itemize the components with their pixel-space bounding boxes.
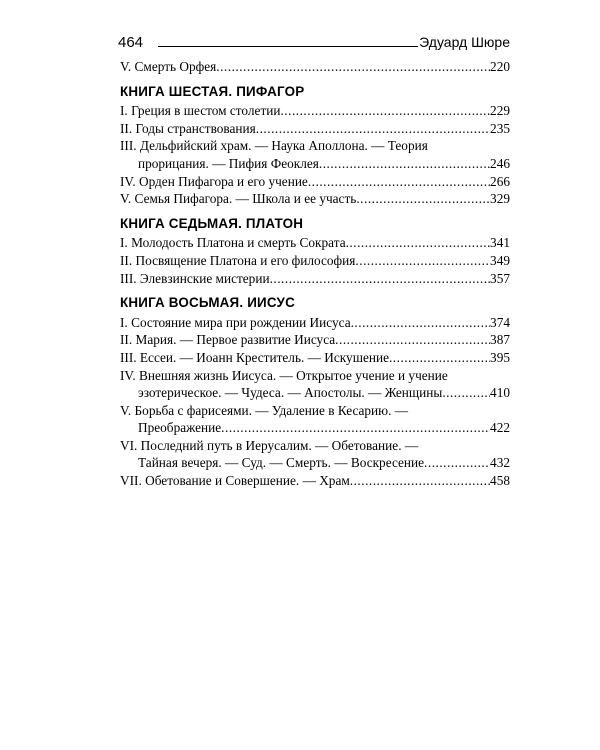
dot-leader (424, 454, 490, 472)
toc-entry-title: IV. Орден Пифагора и его учение (120, 173, 308, 189)
toc-entry-page: 387 (490, 332, 510, 348)
toc-entry-title: III. Ессеи. — Иоанн Креститель. — Искушение (120, 349, 389, 365)
toc-entry-title-line1: III. Дельфийский храм. — Наука Аполлона. — Теория (120, 138, 428, 154)
toc-entry-page: 349 (490, 252, 510, 268)
running-header (118, 34, 510, 56)
dot-leader (280, 102, 490, 120)
toc-entry-title: I. Молодость Платона и смерть Сократа (120, 235, 346, 251)
toc-entry (120, 454, 510, 472)
page-number: 464 (118, 34, 144, 51)
dot-leader (355, 252, 490, 270)
toc-entry-title: Преображение (138, 420, 222, 436)
dot-leader (270, 270, 490, 288)
dot-leader (256, 120, 490, 138)
dot-leader (389, 349, 490, 367)
toc-entry (120, 331, 510, 349)
toc-entry (120, 102, 510, 120)
dot-leader (335, 331, 490, 349)
header-rule (158, 46, 418, 47)
toc-entry (120, 234, 510, 252)
toc-entry-page: 341 (490, 235, 510, 251)
dot-leader (442, 384, 490, 402)
toc-entry-title: I. Состояние мира при рождении Иисуса (120, 314, 351, 330)
dot-leader (319, 155, 490, 173)
toc-entry (120, 384, 510, 402)
toc-entry-page: 329 (490, 191, 510, 207)
dot-leader (346, 234, 490, 252)
toc-entry-page: 235 (490, 120, 510, 136)
table-of-contents (120, 58, 510, 490)
toc-entry-page: 458 (490, 473, 510, 489)
toc-entry-page: 422 (490, 420, 510, 436)
toc-entry (120, 173, 510, 191)
book-heading-six: КНИГА ШЕСТАЯ. ПИФАГОР (120, 83, 305, 99)
toc-entry (120, 58, 510, 76)
toc-entry-page: 246 (490, 155, 510, 171)
toc-entry-title: Тайная вечеря. — Суд. — Смерть. — Воскресение (138, 455, 425, 471)
toc-entry (120, 155, 510, 173)
toc-entry-page: 410 (490, 385, 510, 401)
toc-entry-title-line1: VI. Последний путь в Иерусалим. — Обетование. — (120, 437, 419, 453)
toc-entry (120, 252, 510, 270)
toc-entry-page: 266 (490, 173, 510, 189)
toc-entry-page: 432 (490, 455, 510, 471)
toc-entry-title-line1: V. Борьба с фарисеями. — Удаление в Кесарию. — (120, 402, 409, 418)
running-title: Эдуард Шюре (419, 34, 510, 50)
toc-entry-title: III. Элевзинские мистерии (120, 270, 270, 286)
toc-entry-title: II. Мария. — Первое развитие Иисуса (120, 332, 336, 348)
toc-entry (120, 419, 510, 437)
dot-leader (351, 314, 490, 332)
toc-entry (120, 270, 510, 288)
dot-leader (216, 58, 490, 76)
dot-leader (221, 419, 490, 437)
book-heading-seven: КНИГА СЕДЬМАЯ. ПЛАТОН (120, 215, 304, 231)
toc-entry-title: VII. Обетование и Совершение. — Храм (120, 473, 350, 489)
toc-entry-title: V. Семья Пифагора. — Школа и ее участь (120, 191, 357, 207)
toc-entry (120, 120, 510, 138)
toc-entry (120, 349, 510, 367)
toc-entry-title: II. Годы странствования (120, 120, 256, 136)
toc-entry (120, 472, 510, 490)
toc-entry (120, 314, 510, 332)
dot-leader (356, 190, 490, 208)
toc-entry-page: 229 (490, 103, 510, 119)
toc-entry-title: II. Посвящение Платона и его философия (120, 252, 356, 268)
toc-entry-title: прорицания. — Пифия Феоклея (138, 155, 319, 171)
toc-entry-title: I. Греция в шестом столетии (120, 103, 281, 119)
toc-entry-page: 357 (490, 270, 510, 286)
toc-entry-title: эзотерическое. — Чудеса. — Апостолы. — Женщины (138, 385, 443, 401)
toc-entry-page: 220 (490, 59, 510, 74)
toc-entry-page: 395 (490, 349, 510, 365)
dot-leader (350, 472, 490, 490)
toc-entry-title-line1: IV. Внешняя жизнь Иисуса. — Открытое учение и учение (120, 367, 448, 383)
toc-entry-title: V. Смерть Орфея (120, 59, 217, 74)
toc-entry (120, 190, 510, 208)
book-heading-eight: КНИГА ВОСЬМАЯ. ИИСУС (120, 295, 295, 311)
dot-leader (308, 173, 490, 191)
toc-entry-page: 374 (490, 314, 510, 330)
